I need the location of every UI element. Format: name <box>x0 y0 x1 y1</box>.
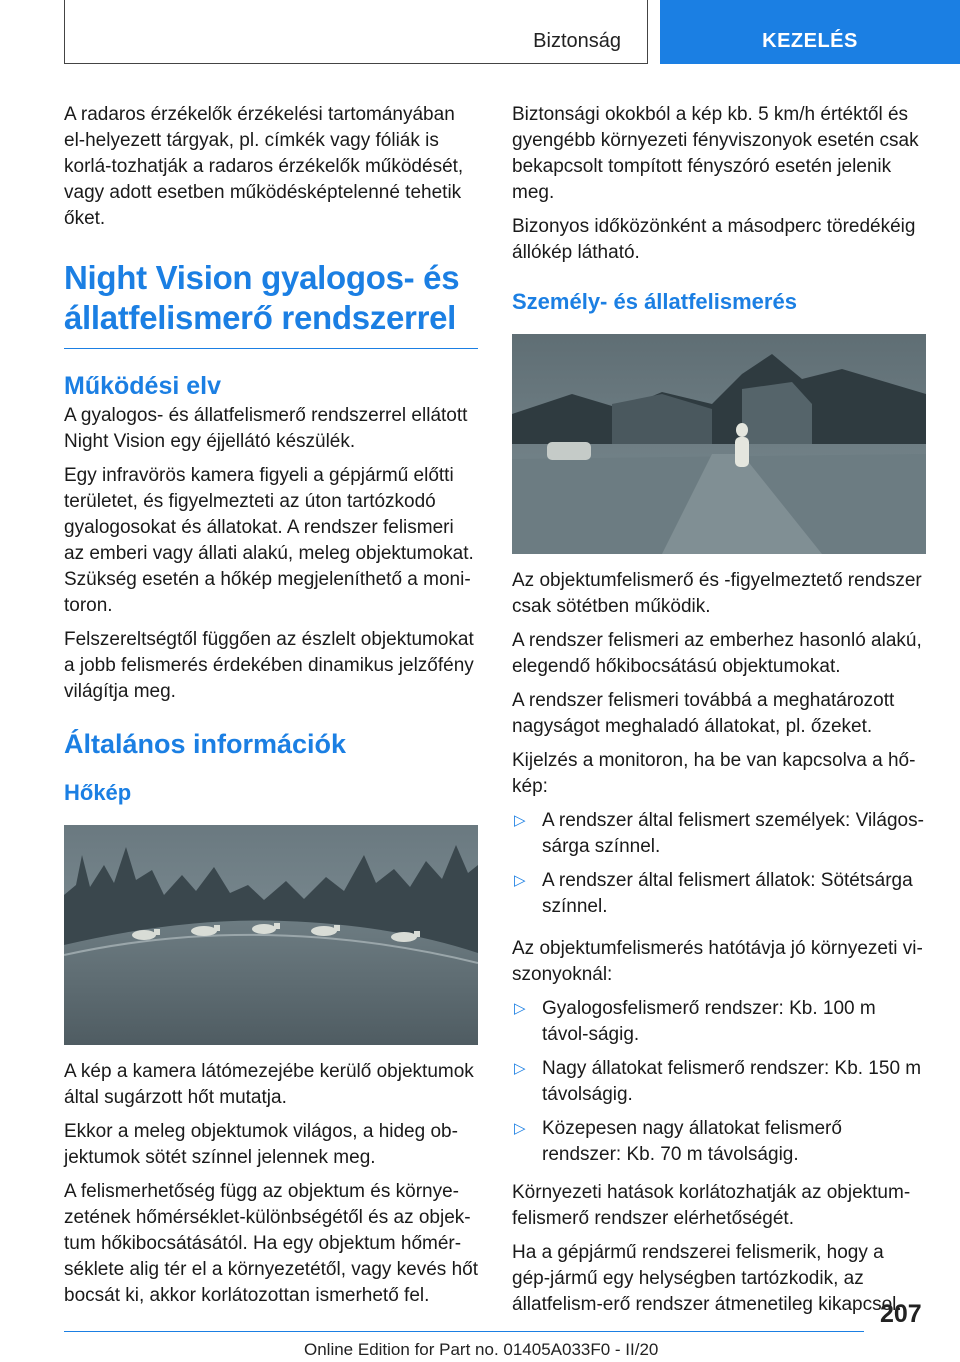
principle-paragraph-3: Felszereltségtől függően az észlelt objektumokat a jobb felismerés érdekében dinamikus jelzőfény világítja meg. <box>64 629 474 702</box>
list-item: ▷ A rendszer által felismert személyek: Világos-sárga színnel. <box>514 810 924 857</box>
triangle-bullet-icon: ▷ <box>514 812 526 829</box>
principle-heading: Működési elv <box>64 372 221 400</box>
footer-text: Online Edition for Part no. 01405A033F0 - II/20 <box>304 1340 659 1359</box>
triangle-bullet-icon: ▷ <box>514 872 526 889</box>
header-box <box>64 0 648 64</box>
header-section-label: Biztonság <box>533 30 621 52</box>
list-item: ▷ Nagy állatokat felismerő rendszer: Kb. 150 m távolságig. <box>514 1058 922 1105</box>
principle-paragraph-1: A gyalogos- és állatfelismerő rendszerrel ellátott Night Vision egy éjjellátó készülék. <box>64 405 468 452</box>
settlement-paragraph: Ha a gépjármű rendszerei felismerik, hogy a gép-jármű egy helységben tartózkodik, az állatfelism-erő rendszer átmenetileg kikapcsol. <box>512 1242 902 1315</box>
thermal-image-heading: Hőkép <box>64 780 132 805</box>
list-item: ▷ A rendszer által felismert állatok: Sötétsárga színnel. <box>514 870 913 917</box>
triangle-bullet-icon: ▷ <box>514 1120 526 1137</box>
triangle-bullet-icon: ▷ <box>514 1060 526 1077</box>
footer-divider <box>64 1331 864 1332</box>
right-column <box>512 102 926 1326</box>
safety-paragraph: Biztonsági okokból a kép kb. 5 km/h értéktől és gyengébb környezeti fényviszonyok esetén csak bekapcsolt tompított fényszóró esetén jelenik meg. <box>512 104 919 203</box>
detection-paragraph-1: Az objektumfelismerő és -figyelmeztető rendszer csak sötétben működik. <box>512 570 922 617</box>
principle-paragraph-2: Egy infravörös kamera figyeli a gépjármű előtti területet, és figyelmezteti az úton tartózkodó gyalogosokat és állatokat. A rendszer felismeri az emberi vagy állati alakú, meleg objektumokat. Szükség esetén a hőkép megjeleníthető a moni-toron. <box>64 465 474 616</box>
title-divider <box>64 348 478 349</box>
environment-paragraph: Környezeti hatások korlátozhatják az objektum-felismerő rendszer elérhetőségét. <box>512 1182 911 1229</box>
thermal-paragraph-1: A kép a kamera látómezejébe kerülő objektumok által sugárzott hőt mutatja. <box>64 1061 474 1108</box>
left-column <box>64 102 478 1317</box>
page-number: 207 <box>880 1300 922 1328</box>
thermal-pedestrian-image <box>512 334 926 554</box>
range-list <box>512 996 926 1168</box>
list-item: ▷ Közepesen nagy állatokat felismerő rendszer: Kb. 70 m távolságig. <box>514 1118 842 1165</box>
thermal-paragraph-3: A felismerhetőség függ az objektum és környe-zetének hőmérséklet-különbségétől és az objek-tum hőkibocsátásától. Ha egy objektum hőmér-séklete alig tér el a környezetétől, vagy kevés hőt bocsát ki, akkor korlátozottan ismerhető fel. <box>64 1181 479 1306</box>
thermal-paragraph-2: Ekkor a meleg objektumok világos, a hideg ob-jektumok sötét színnel jelennek meg. <box>64 1121 458 1168</box>
range-paragraph: Az objektumfelismerés hatótávja jó környezeti vi-szonyoknál: <box>512 938 923 985</box>
display-paragraph: Kijelzés a monitoron, ha be van kapcsolva a hő-kép: <box>512 750 916 797</box>
list-item: ▷ Gyalogosfelismerő rendszer: Kb. 100 m távol-ságig. <box>514 998 876 1045</box>
still-image-paragraph: Bizonyos időközönként a másodperc töredékéig állókép látható. <box>512 216 916 263</box>
header-chapter-tab <box>660 0 960 64</box>
display-list <box>512 808 926 920</box>
intro-paragraph: A radaros érzékelők érzékelési tartományában el-helyezett tárgyak, pl. címkék vagy fóliák is korlá-tozhatják a radaros érzékelők működését, vagy adott esetben működésképtelenné tehetik őket. <box>64 104 464 229</box>
triangle-bullet-icon: ▷ <box>514 1000 526 1017</box>
general-info-heading: Általános információk <box>64 729 347 759</box>
thermal-animals-image <box>64 825 478 1045</box>
detection-paragraph-3: A rendszer felismeri továbbá a meghatározott nagyságot meghaladó állatokat, pl. őzeket. <box>512 690 895 737</box>
detection-heading: Személy- és állatfelismerés <box>512 289 797 314</box>
detection-paragraph-2: A rendszer felismeri az emberhez hasonló alakú, elegendő hőkibocsátású objektumokat. <box>512 630 922 677</box>
header-chapter-label: KEZELÉS <box>762 30 858 52</box>
page-title: Night Vision gyalogos- és állatfelismerő rendszerrel <box>64 259 460 336</box>
